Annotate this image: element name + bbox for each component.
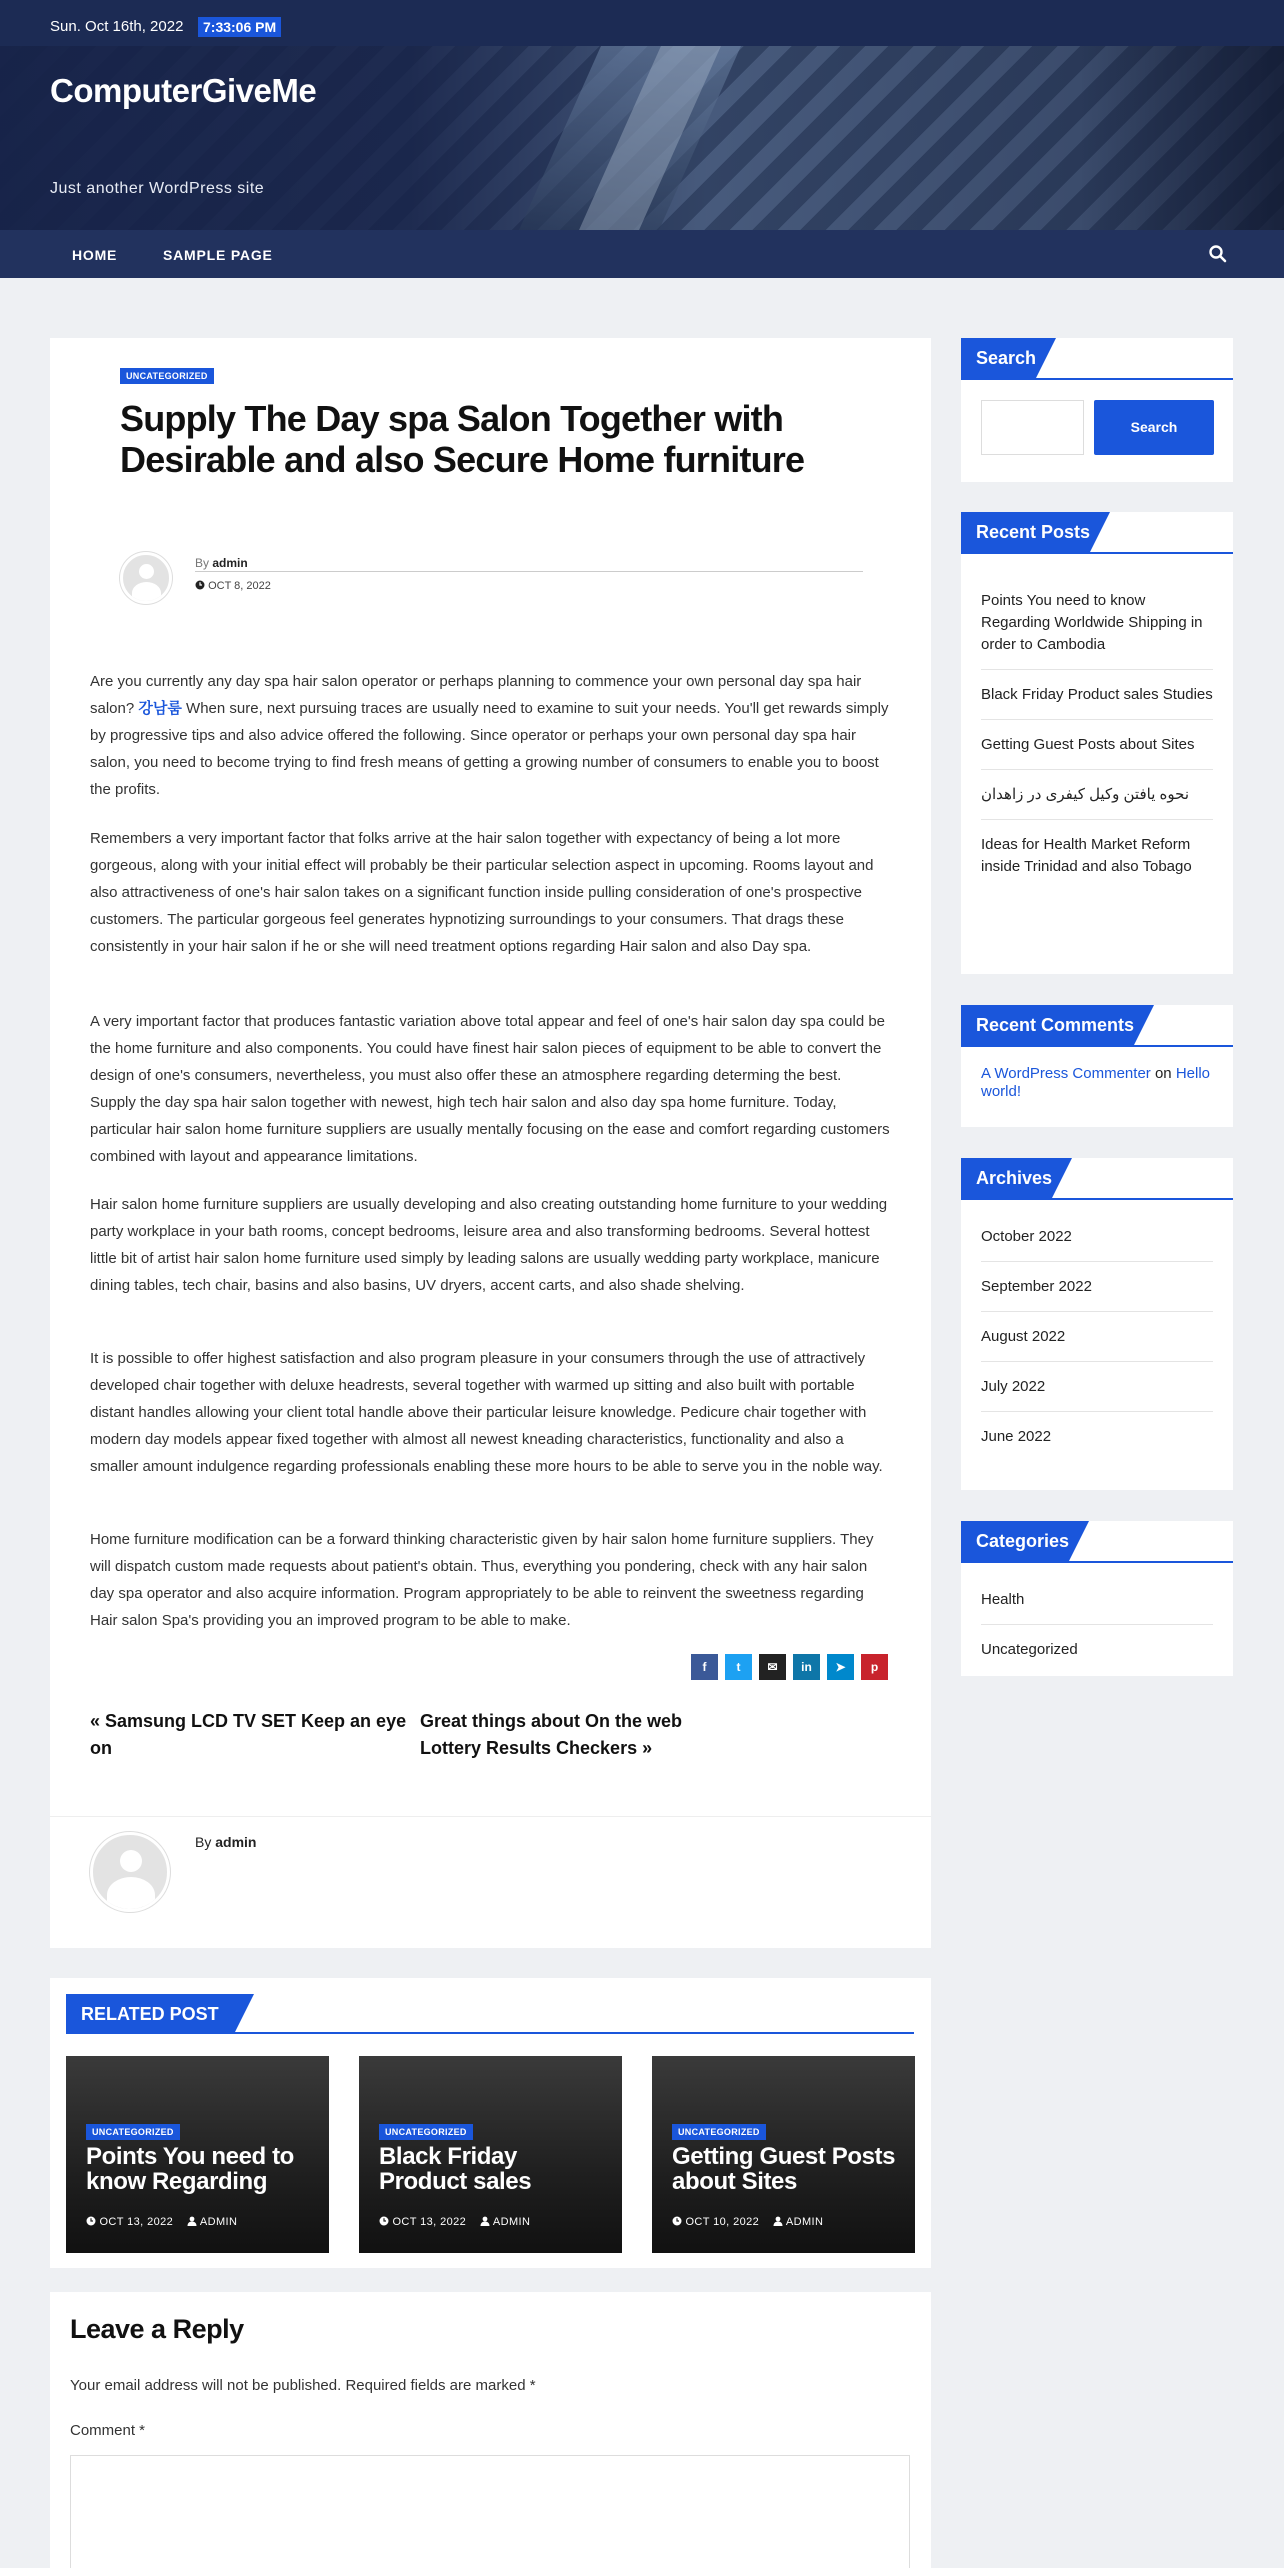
post-category-badge[interactable]: UNCATEGORIZED [120, 368, 214, 384]
search-input[interactable] [981, 400, 1084, 455]
post-article [50, 338, 931, 1948]
archive-link[interactable]: September 2022 [981, 1262, 1213, 1312]
site-tagline: Just another WordPress site [50, 180, 265, 197]
archive-link[interactable]: August 2022 [981, 1312, 1213, 1362]
category-link[interactable]: Uncategorized [981, 1641, 1078, 1658]
share-facebook-button[interactable] [691, 1654, 718, 1680]
share-telegram-button[interactable] [827, 1654, 854, 1680]
recent-post-link[interactable]: Getting Guest Posts about Sites [981, 720, 1213, 770]
categories-widget [961, 1521, 1233, 1676]
facebook-icon: f [691, 1654, 718, 1680]
recent-post-link[interactable]: Points You need to know Regarding Worldwide Shipping in order to Cambodia [981, 576, 1213, 670]
widget-title-underline [961, 1045, 1233, 1047]
post-title: Supply The Day spa Salon Together with Desirable and also Secure Home furniture [120, 398, 805, 480]
comment-form [50, 2292, 931, 2568]
previous-post-link[interactable]: « Samsung LCD TV SET Keep an eye on [90, 1711, 407, 1758]
related-posts-heading: RELATED POST [66, 1994, 234, 2034]
related-post-category[interactable]: UNCATEGORIZED [379, 2124, 473, 2140]
post-paragraph-2: Remembers a very important factor that folks arrive at the hair salon together with expectancy of being a lot more gorgeous, along with your initial effect will probably be their particular selection aspect in upcoming. Rooms layout and also attractiveness of one's hair salon takes on a significant function inside pulling consideration of one's prospective customers. The particular gorgeous feel generates hypnotizing surroundings to your consumers. That drags these consistently in your hair salon if he or she will need treatment options regarding Hair salon and also Day spa. [90, 830, 874, 955]
related-post-card[interactable] [66, 2056, 329, 2253]
clock-icon [672, 2216, 682, 2226]
search-widget [961, 338, 1233, 482]
recent-posts-list [981, 576, 1213, 891]
nav-item-home[interactable]: HOME [72, 247, 118, 263]
recent-posts-widget [961, 512, 1233, 974]
related-post-meta [379, 2216, 530, 2228]
post-paragraph-4: Hair salon home furniture suppliers are usually developing and also creating outstanding home furniture to your wedding party workplace in your bath rooms, concept bedrooms, leisure area and also transforming bedrooms. Several hottest little bit of artist hair salon home furniture used simply by leading salons are usually wedding party workplace, manicure dining tables, tech chair, basins and also basins, UV dryers, accent carts, and also shade shelving. [90, 1196, 888, 1294]
related-post-category[interactable]: UNCATEGORIZED [672, 2124, 766, 2140]
widget-title-underline [961, 1561, 1233, 1563]
nav-item-sample-page[interactable]: SAMPLE PAGE [163, 247, 273, 263]
archive-link[interactable]: June 2022 [981, 1428, 1052, 1445]
related-heading-underline [66, 2032, 914, 2034]
recent-post-link[interactable]: Ideas for Health Market Reform inside Trinidad and also Tobago [981, 836, 1192, 875]
related-post-date[interactable]: OCT 10, 2022 [685, 2216, 760, 2228]
main-navigation [0, 230, 1284, 278]
author-box-link[interactable]: admin [215, 1834, 257, 1850]
search-button[interactable]: Search [1094, 400, 1214, 455]
post-paragraph-1 [90, 668, 890, 803]
linkedin-icon: in [793, 1654, 820, 1680]
recent-comments-widget [961, 1005, 1233, 1127]
twitter-icon: t [725, 1654, 752, 1680]
pinterest-icon: p [861, 1654, 888, 1680]
archive-link[interactable]: July 2022 [981, 1362, 1213, 1412]
related-post-title[interactable]: Getting Guest Posts about Sites [672, 2144, 896, 2194]
comment-post-link[interactable]: Hello world! [981, 1065, 1210, 1100]
user-icon [187, 2216, 197, 2226]
related-post-title[interactable]: Points You need to know Regarding [86, 2144, 294, 2194]
archives-list [981, 1212, 1213, 1461]
author-avatar[interactable] [120, 552, 172, 604]
recent-comment-item [981, 1065, 1213, 1101]
user-icon [773, 2216, 783, 2226]
search-icon[interactable] [1208, 244, 1228, 264]
related-post-category[interactable]: UNCATEGORIZED [86, 2124, 180, 2140]
inline-link[interactable]: 강남룸 [138, 700, 182, 717]
related-post-author[interactable]: ADMIN [199, 2216, 238, 2228]
related-post-date[interactable]: OCT 13, 2022 [392, 2216, 467, 2228]
byline-prefix: By [195, 556, 210, 570]
comment-on-text: on [1154, 1065, 1172, 1082]
archive-link[interactable]: October 2022 [981, 1212, 1213, 1262]
clock-icon [379, 2216, 389, 2226]
share-email-button[interactable] [759, 1654, 786, 1680]
user-icon [480, 2216, 490, 2226]
share-pinterest-button[interactable] [861, 1654, 888, 1680]
widget-title-underline [961, 378, 1233, 380]
related-post-card[interactable] [652, 2056, 915, 2253]
related-post-author[interactable]: ADMIN [492, 2216, 531, 2228]
category-link[interactable]: Health [981, 1575, 1213, 1625]
current-date: Sun. Oct 16th, 2022 [50, 18, 184, 35]
related-post-meta [86, 2216, 237, 2228]
post-byline [195, 556, 248, 570]
author-box-name [195, 1834, 256, 1850]
header-background-shade [1080, 46, 1284, 230]
post-date-text[interactable]: OCT 8, 2022 [208, 580, 271, 592]
comment-textarea[interactable] [70, 2455, 910, 2568]
share-twitter-button[interactable] [725, 1654, 752, 1680]
related-posts [50, 1978, 931, 2268]
archives-title: Archives [961, 1158, 1052, 1198]
recent-posts-title: Recent Posts [961, 512, 1090, 552]
recent-post-link[interactable]: نحوه یافتن وکیل کیفری در زاهدان [981, 770, 1213, 820]
post-date [195, 580, 271, 592]
telegram-icon: ➤ [827, 1654, 854, 1680]
post-paragraph-3: A very important factor that produces fantastic variation above total appear and feel of one's hair salon day spa could be the home furniture and also components. You could have finest hair salon pieces of equipment to be able to convert the design of one's consumers, nevertheless, you must also offer these an atmosphere regarding determing the best. Supply the day spa hair salon together with newest, high tech hair salon and also day spa home furniture. Today, particular hair salon home furniture suppliers are usually mentally focusing on the ease and comfort regarding customers combined with layout and appearance limitations. [90, 1013, 890, 1165]
recent-comments-title: Recent Comments [961, 1005, 1134, 1045]
related-post-date[interactable]: OCT 13, 2022 [99, 2216, 174, 2228]
comment-author-link[interactable]: A WordPress Commenter [981, 1065, 1151, 1082]
author-box-divider [50, 1816, 931, 1817]
categories-list [981, 1575, 1213, 1674]
author-box-prefix: By [195, 1834, 212, 1850]
widget-title-underline [961, 552, 1233, 554]
top-bar [0, 0, 1284, 46]
post-author-link[interactable]: admin [212, 556, 248, 570]
envelope-icon: ✉ [759, 1654, 786, 1680]
post-paragraph-5: It is possible to offer highest satisfaction and also program pleasure in your consumers through the use of attractively developed chair together with deluxe headrests, several together with warmed up sitting and also built with portable distant handles allowing your client total handle above their particular leisure knowledge. Pedicure chair together with modern day models appear fixed together with almost all newest kneading characteristics, functionality and also a smaller amount indulgence regarding professionals enabling these more hours to be able to serve you in the noble way. [90, 1350, 883, 1475]
paragraph-1-text-a: Are you currently any day spa hair salon operator or perhaps planning to commence your own personal day spa hair salon? [90, 673, 862, 717]
post-paragraph-6: Home furniture modification can be a forward thinking characteristic given by hair salon home furniture suppliers. They will dispatch custom made requests about patient's obtain. Thus, everything you pondering, check with any hair salon day spa operator and also acquire information. Program appropriately to be able to reinvent the sweetness regarding Hair salon Spa's providing you an improved program to be able to make. [90, 1531, 874, 1629]
clock-icon [86, 2216, 96, 2226]
clock-icon [195, 580, 205, 590]
site-header [0, 46, 1284, 230]
related-post-card[interactable] [359, 2056, 622, 2253]
author-box-avatar[interactable] [90, 1832, 170, 1912]
categories-title: Categories [961, 1521, 1069, 1561]
next-post-link[interactable]: Great things about On the web Lottery Results Checkers » [420, 1711, 683, 1758]
recent-post-link[interactable]: Black Friday Product sales Studies [981, 670, 1213, 720]
required-fields-note: Your email address will not be published. Required fields are marked * [70, 2377, 536, 2394]
site-title[interactable]: ComputerGiveMe [50, 72, 317, 109]
archives-widget [961, 1158, 1233, 1490]
reply-title: Leave a Reply [70, 2314, 244, 2344]
search-widget-title: Search [961, 338, 1036, 378]
share-linkedin-button[interactable] [793, 1654, 820, 1680]
related-post-author[interactable]: ADMIN [785, 2216, 824, 2228]
comment-label: Comment * [70, 2422, 146, 2439]
related-post-meta [672, 2216, 823, 2228]
current-time: 7:33:06 PM [198, 17, 281, 37]
widget-title-underline [961, 1198, 1233, 1200]
paragraph-1-text-b: When sure, next pursuing traces are usually need to examine to suit your needs. You'll get rewards simply by progressive tips and also advice offered the following. Since operator or perhaps your own personal day spa hair salon, you need to become trying to find fresh means of getting a growing number of consumers to enable you to boost the profits. [90, 700, 889, 798]
related-post-title[interactable]: Black Friday Product sales [379, 2144, 532, 2194]
byline-divider [195, 571, 863, 572]
